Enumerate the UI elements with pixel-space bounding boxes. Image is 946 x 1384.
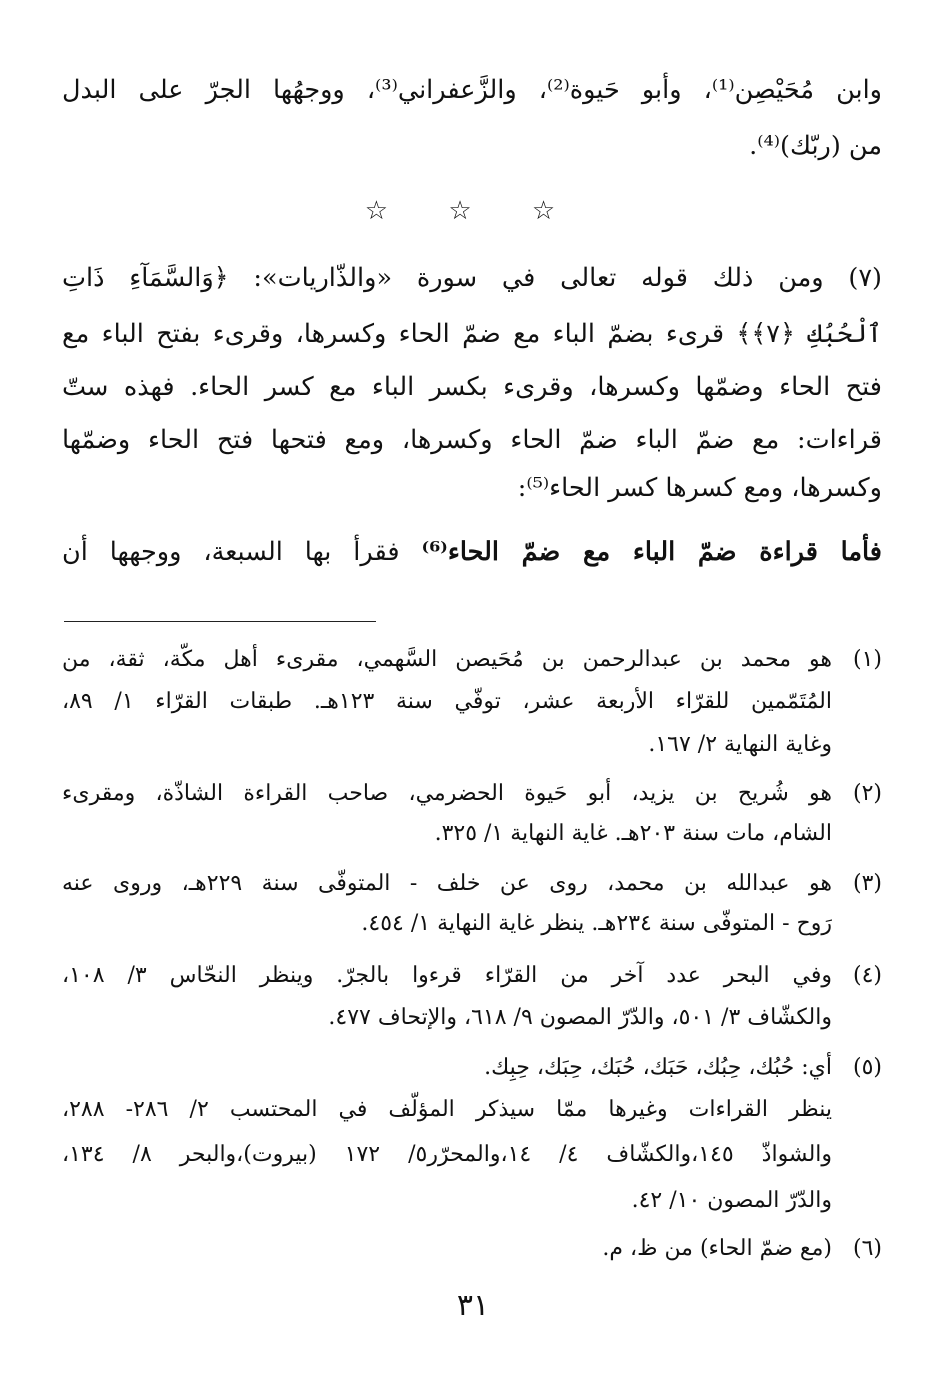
footnote-5-line-2: ينظر القراءات وغيرها ممّا سيذكر المؤلّف في المحتسب ٢/ ٢٨٦- ٢٨٨، xyxy=(62,1097,832,1122)
footnote-6-line-1: (مع ضمّ الحاء) من ظ، م. xyxy=(602,1236,832,1261)
paragraph-2-line xyxy=(62,530,882,574)
section-7-line-4: قراءات: مع ضمّ الباء ضمّ الحاء وكسرها، ومع فتحها فتح الحاء وضمّها xyxy=(62,425,882,455)
footnote-1-line-1: هو محمد بن عبدالرحمن بن مُحَيصن السَّهمي، مقرىء أهل مكّة، ثقة، من xyxy=(62,647,832,672)
footnote-5-line-4: والدّرّ المصون ١٠/ ٤٢. xyxy=(631,1188,832,1213)
footnote-3-number: (٣) xyxy=(852,871,882,896)
section-7-line-5: وكسرها، ومع كسرها كسر الحاء⁽⁵⁾: xyxy=(517,473,882,503)
footnote-3-line-1: هو عبدالله بن محمد، روى عن خلف - المتوفّى سنة ٢٢٩هـ، وروى عنه xyxy=(62,871,832,896)
footnote-6-number: (٦) xyxy=(852,1236,882,1261)
footnote-4-line-2: والكشّاف ٣/ ٥٠١، والدّرّ المصون ٩/ ٦١٨، والإتحاف ٤٧٧. xyxy=(328,1005,832,1030)
footnote-1-line-2: المُتَمّمين للقرّاء الأربعة عشر، توفّي سنة ١٢٣هـ. طبقات القرّاء ١/ ٨٩، xyxy=(62,689,832,714)
footnote-1-number: (١) xyxy=(852,647,882,672)
footnote-2-line-2: الشام، مات سنة ٢٠٣هـ. غاية النهاية ١/ ٣٢٥. xyxy=(434,821,832,846)
footnote-3-line-2: رَوح - المتوفّى سنة ٢٣٤هـ. ينظر غاية النهاية ١/ ٤٥٤. xyxy=(361,911,832,936)
section-7-line-3: فتح الحاء وضمّها وكسرها، وقرىء بكسر الباء مع كسر الحاء. فهذه ستّ xyxy=(62,372,882,402)
paragraph-2-rest: فقرأ بها السبعة، ووجهها أن xyxy=(62,537,422,567)
footnote-5-line-3: والشواذّ ١٤٥،والكشّاف ٤/ ١٤،والمحرّر٥/ ١٧٢ (بيروت)،والبحر ٨/ ١٣٤، xyxy=(62,1142,832,1167)
footnote-1-line-3: وغاية النهاية ٢/ ١٦٧. xyxy=(648,732,832,757)
footnote-5-line-1: أي: حُبُك، حِبُك، حَبَك، حُبَك، حِبَك، حِبِك. xyxy=(484,1055,832,1080)
section-7-line-1: (٧) ومن ذلك قوله تعالى في سورة «والذّاريات»: ﴿وَالسَّمَآءِ ذَاتِ xyxy=(62,263,882,293)
page-number: ٣١ xyxy=(456,1288,490,1323)
paragraph-2-bold: فأما قراءة ضمّ الباء مع ضمّ الحاء⁽⁶⁾ xyxy=(421,537,882,567)
footnote-2-line-1: هو شُريح بن يزيد، أبو حَيوة الحضرمي، صاحب القراءة الشاذّة، ومقرىء xyxy=(62,781,832,806)
footnote-separator-rule xyxy=(64,621,376,622)
footnote-4-line-1: وفي البحر عدد آخر من القرّاء قرءوا بالجرّ. وينظر النحّاس ٣/ ١٠٨، xyxy=(62,963,832,988)
section-7-line-2: ٱلْحُبُكِ ﴿٧﴾﴾ قرىء بضمّ الباء مع ضمّ الحاء وكسرها، وقرىء بفتح الباء مع xyxy=(62,319,882,349)
separator-stars: ☆ ☆ ☆ xyxy=(364,196,582,226)
intro-line-1: وابن مُحَيْصِن⁽¹⁾، وأبو حَيوة⁽²⁾، والزَّعفراني⁽³⁾، ووجهُها الجرّ على البدل xyxy=(62,75,882,105)
footnote-5-number: (٥) xyxy=(852,1055,882,1080)
footnote-4-number: (٤) xyxy=(852,963,882,988)
intro-line-2: من (ربّك)⁽⁴⁾. xyxy=(749,131,882,161)
footnote-2-number: (٢) xyxy=(852,781,882,806)
